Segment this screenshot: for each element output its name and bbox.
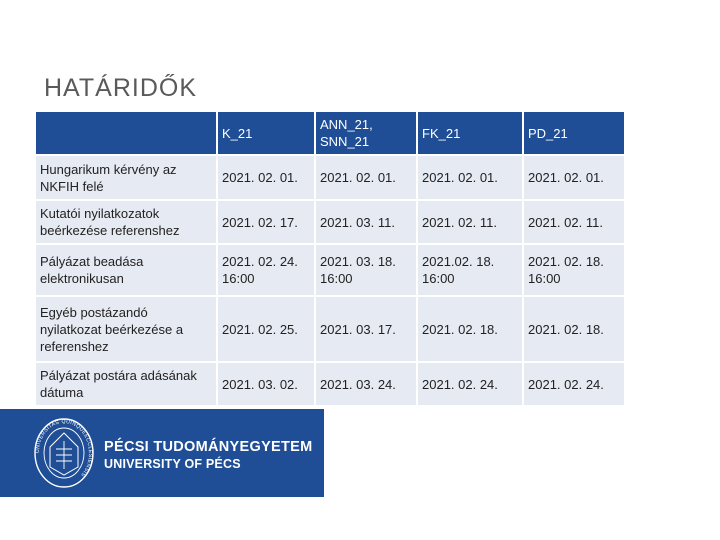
row-label: Hungarikum kérvény az NKFIH felé — [36, 156, 216, 199]
date-cell: 2021. 02. 01. — [418, 156, 522, 199]
university-logo-panel — [0, 409, 324, 497]
university-name-hu: PÉCSI TUDOMÁNYEGYETEM — [104, 439, 313, 455]
table-row — [36, 245, 624, 295]
date-cell: 2021. 03. 18. 16:00 — [316, 245, 416, 295]
date-cell: 2021. 03. 24. — [316, 363, 416, 405]
date-cell: 2021. 02. 25. — [218, 297, 314, 361]
deadlines-table — [34, 110, 626, 407]
date-cell: 2021. 02. 01. — [524, 156, 624, 199]
date-cell: 2021. 02. 17. — [218, 201, 314, 243]
column-header-k21: K_21 — [218, 112, 314, 154]
date-cell: 2021. 02. 01. — [218, 156, 314, 199]
table-row — [36, 297, 624, 361]
date-cell: 2021. 03. 17. — [316, 297, 416, 361]
university-name-en: UNIVERSITY OF PÉCS — [104, 457, 241, 471]
table-row — [36, 156, 624, 199]
date-cell: 2021. 02. 01. — [316, 156, 416, 199]
table-header-row — [36, 112, 624, 154]
date-cell: 2021. 02. 24. — [524, 363, 624, 405]
column-header-fk21: FK_21 — [418, 112, 522, 154]
date-cell: 2021. 02. 18. — [524, 297, 624, 361]
date-cell: 2021. 03. 02. — [218, 363, 314, 405]
page-title: HATÁRIDŐK — [44, 74, 197, 102]
table-row — [36, 201, 624, 243]
date-cell: 2021. 03. 11. — [316, 201, 416, 243]
date-cell: 2021.02. 18. 16:00 — [418, 245, 522, 295]
row-label: Pályázat postára adásának dátuma — [36, 363, 216, 405]
date-cell: 2021. 02. 18. — [418, 297, 522, 361]
row-label: Pályázat beadása elektronikusan — [36, 245, 216, 295]
header-corner — [36, 112, 216, 154]
date-cell: 2021. 02. 11. — [418, 201, 522, 243]
svg-text:UNIVERSITAS QUINQUEECCLESIENSI: UNIVERSITAS QUINQUEECCLESIENSIS — [34, 418, 94, 478]
column-header-pd21: PD_21 — [524, 112, 624, 154]
column-header-ann21-snn21: ANN_21, SNN_21 — [316, 112, 416, 154]
university-seal-icon — [34, 417, 94, 489]
date-cell: 2021. 02. 24. 16:00 — [218, 245, 314, 295]
date-cell: 2021. 02. 24. — [418, 363, 522, 405]
row-label: Egyéb postázandó nyilatkozat beérkezése a referenshez — [36, 297, 216, 361]
row-label: Kutatói nyilatkozatok beérkezése referenshez — [36, 201, 216, 243]
date-cell: 2021. 02. 11. — [524, 201, 624, 243]
table-row — [36, 363, 624, 405]
date-cell: 2021. 02. 18. 16:00 — [524, 245, 624, 295]
